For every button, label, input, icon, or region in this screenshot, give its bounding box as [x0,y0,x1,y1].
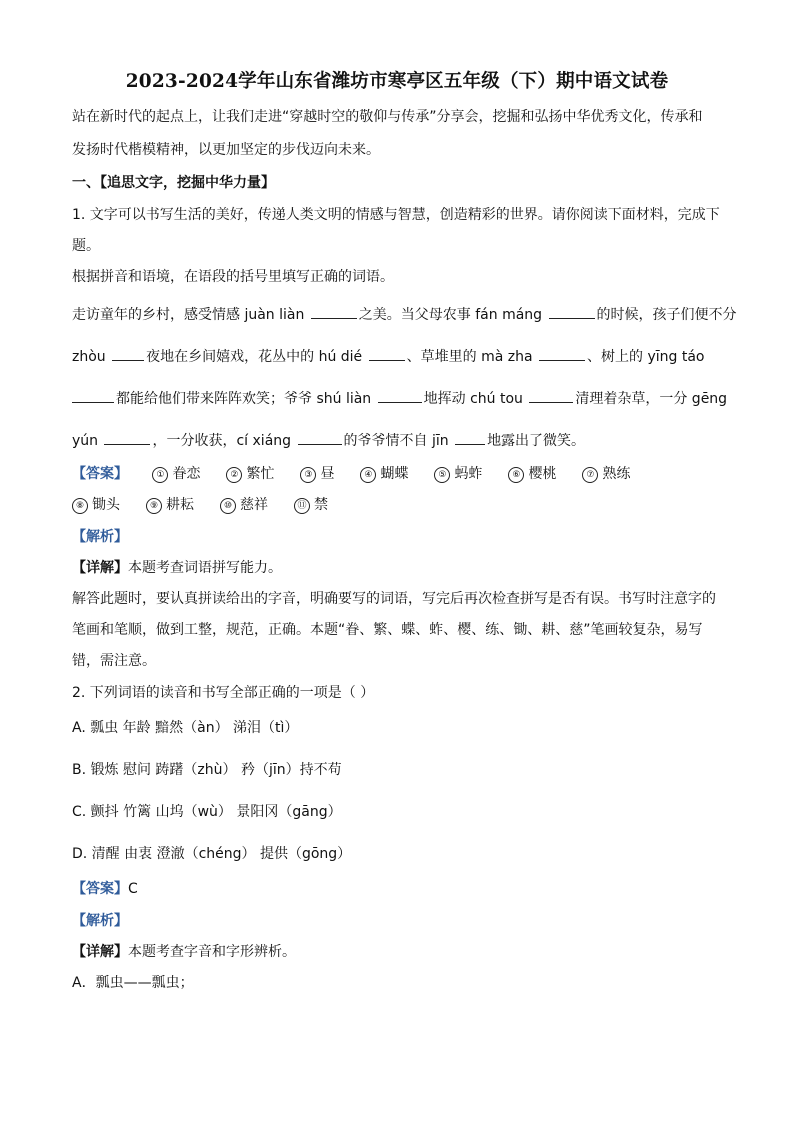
answer-blank[interactable] [529,388,573,403]
answer-number: ⑥ [508,467,524,483]
q1-answer-row-1 [72,465,732,483]
q1-passage-line-3 [72,388,732,408]
passage-text: 之美。当父母农事 fán máng [358,307,547,323]
analysis-label: 【解析】 [72,529,128,545]
answer-number: ⑩ [220,498,236,514]
q2-explanation-a: A．瓢虫——瓢虫； [72,975,194,991]
answer-word: 耕耘 [166,497,194,513]
answer-blank[interactable] [72,388,114,403]
q1-explanation-line-3: 错，需注意。 [72,653,156,669]
q2-option-a: A. 瓢虫 年龄 黯然（àn） 涕泪（tì） [72,720,299,736]
q1-passage-line-4 [72,430,732,450]
passage-text: 清理着杂草，一分 gēng [575,391,728,407]
passage-text: 的爷爷情不自 jīn [343,433,454,449]
q1-answer-row-2 [72,496,732,514]
answer-blank[interactable] [378,388,422,403]
passage-text: ，一分收获，cí xiáng [152,433,296,449]
q2-option-b: B. 锻炼 慰问 踌躇（zhù） 矜（jīn）持不苟 [72,762,342,778]
answer-blank[interactable] [455,430,485,445]
answer-item [146,496,194,514]
detail-text: 本题考查词语拼写能力。 [128,560,282,576]
answer-blank[interactable] [112,346,144,361]
q1-stem-line-1: 1. 文字可以书写生活的美好，传递人类文明的情感与智慧，创造精彩的世界。请你阅读下面材料，完成下 [72,207,720,223]
intro-line-1: 站在新时代的起点上，让我们走进“穿越时空的敬仰与传承”分享会，挖掘和弘扬中华优秀文化，传承和 [72,109,703,125]
q2-option-c: C. 颤抖 竹篱 山坞（wù） 景阳冈（gāng） [72,804,342,820]
q1-stem-line-2: 题。 [72,238,100,254]
answer-item [434,465,482,483]
answer-word: 昼 [320,466,335,482]
answer-word: 蝴蝶 [380,466,409,482]
intro-line-2: 发扬时代楷模精神，以更加坚定的步伐迈向未来。 [72,142,380,158]
answer-item [300,465,334,483]
passage-text: 地挥动 chú tou [423,391,528,407]
q1-explanation-line-2: 笔画和笔顺，做到工整，规范，正确。本题“眷、繁、蝶、蚱、樱、练、锄、耕、慈”笔画较复杂，易写 [72,622,703,638]
passage-text: yún [72,433,103,449]
answer-label: 【答案】 [72,881,128,897]
answer-word: 繁忙 [246,466,275,482]
answer-item [72,496,120,514]
answer-word: 蚂蚱 [454,466,483,482]
answer-blank[interactable] [311,304,357,319]
passage-text: 、草堆里的 mà zha [406,349,537,365]
passage-text: 、树上的 yīng táo [587,349,705,365]
answer-word: 眷恋 [172,466,201,482]
passage-text: 走访童年的乡村，感受情感 juàn liàn [72,307,309,323]
answer-number: ⑪ [294,498,310,514]
answer-blank[interactable] [539,346,585,361]
q2-stem: 2. 下列词语的读音和书写全部正确的一项是（ ） [72,685,375,701]
answer-word: 樱桃 [528,466,557,482]
answer-item [294,496,328,514]
answer-number: ① [152,467,168,483]
detail-text: 本题考查字音和字形辨析。 [128,944,296,960]
passage-text: 地露出了微笑。 [487,433,586,449]
q2-answer [72,880,732,898]
q1-passage-line-2 [72,346,732,366]
answer-blank[interactable] [549,304,595,319]
answer-value: C [128,881,138,897]
q2-detail [72,943,732,961]
answer-number: ⑨ [146,498,162,514]
answer-word: 慈祥 [240,497,268,513]
answer-blank[interactable] [298,430,342,445]
answer-word: 禁 [314,497,328,513]
q1-explanation-line-1: 解答此题时，要认真拼读给出的字音，明确要写的词语，写完后再次检查拼写是否有误。书写时注意字的 [72,591,716,607]
detail-label: 【详解】 [72,944,128,960]
answer-item [582,465,630,483]
answer-number: ⑧ [72,498,88,514]
section-heading: 一、【追思文字，挖掘中华力量】 [72,175,275,191]
answer-item [152,465,200,483]
answer-item [226,465,274,483]
answer-item [508,465,556,483]
answer-blank[interactable] [104,430,150,445]
answer-item [220,496,268,514]
analysis-label: 【解析】 [72,913,128,929]
answer-word: 熟练 [602,466,631,482]
answer-word: 锄头 [92,497,120,513]
answer-blank[interactable] [369,346,405,361]
answer-number: ② [226,467,242,483]
passage-text: 的时候，孩子们便不分 [596,307,737,323]
answer-number: ③ [300,467,316,483]
answer-number: ⑤ [434,467,450,483]
page-title: 2023-2024学年山东省潍坊市寒亭区五年级（下）期中语文试卷 [125,71,669,92]
passage-text: zhòu [72,349,111,365]
passage-text: 夜地在乡间嬉戏，花丛中的 hú dié [146,349,367,365]
answer-number: ⑦ [582,467,598,483]
q1-instruction: 根据拼音和语境，在语段的括号里填写正确的词语。 [72,269,394,285]
detail-label: 【详解】 [72,560,128,576]
answer-item [360,465,408,483]
answer-label: 【答案】 [72,466,128,482]
passage-text: 都能给他们带来阵阵欢笑；爷爷 shú liàn [116,391,376,407]
answer-number: ④ [360,467,376,483]
q1-detail [72,559,732,577]
q1-passage-line-1 [72,304,737,324]
q2-option-d: D. 清醒 由衷 澄澈（chéng） 提供（gōng） [72,846,352,862]
